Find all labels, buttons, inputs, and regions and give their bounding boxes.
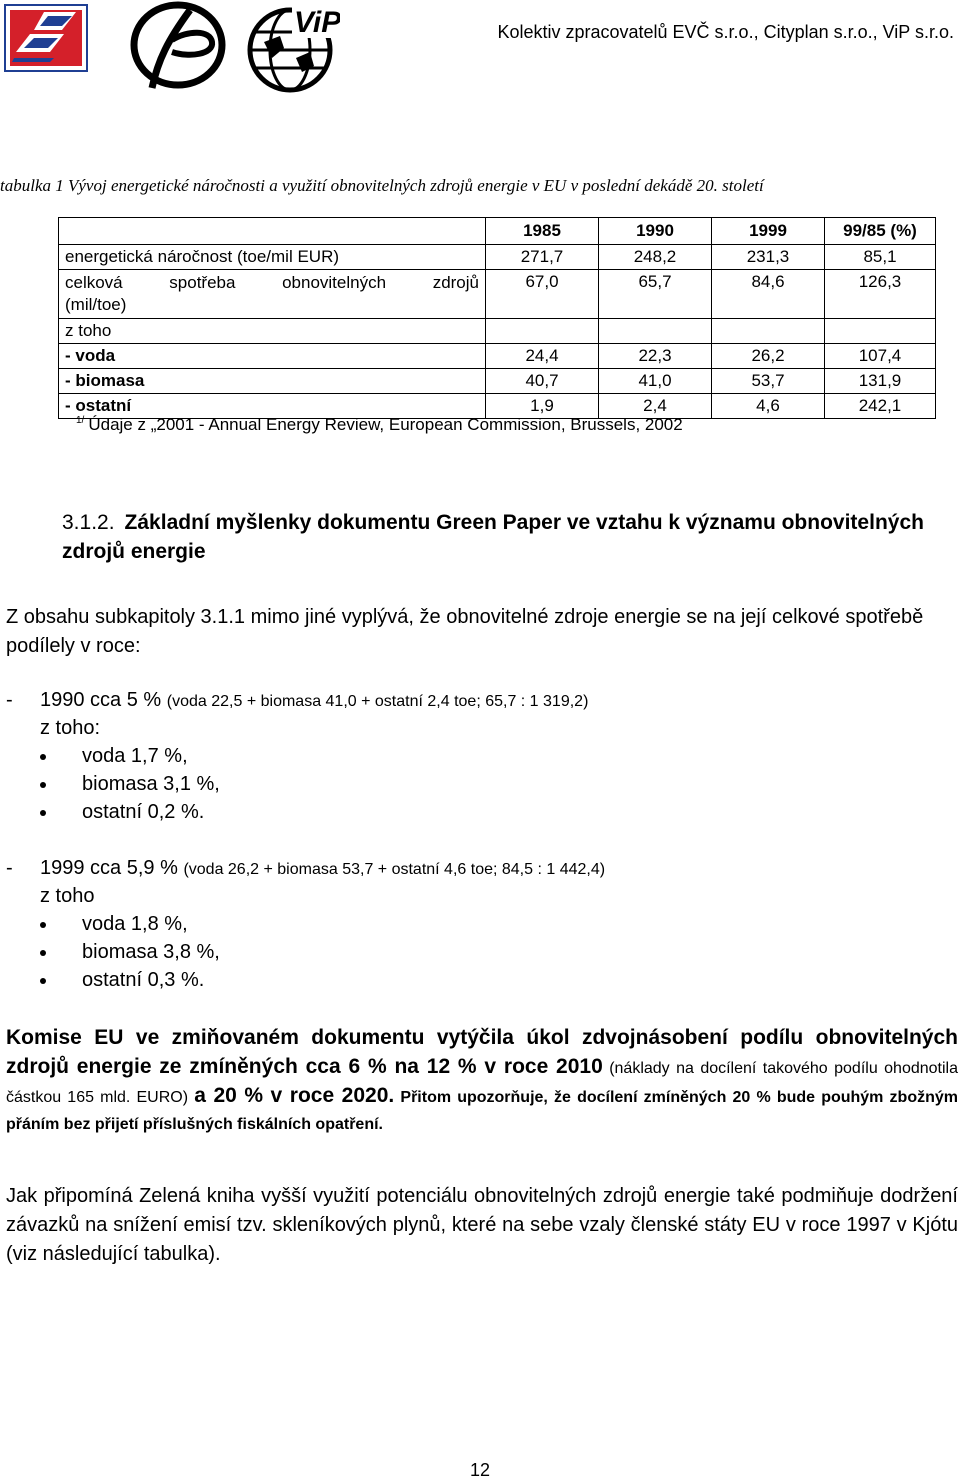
list-subhead: z toho bbox=[40, 885, 95, 907]
list-bullet: biomasa 3,1 %, bbox=[40, 773, 220, 796]
table-row bbox=[59, 270, 936, 319]
vip-logo-text: ViP bbox=[294, 6, 340, 39]
table-caption: tabulka 1 Vývoj energetické náročnosti a využití obnovitelných zdrojů energie v EU v poslední dekádě 20. století bbox=[0, 176, 764, 195]
list-item-1990 bbox=[6, 689, 588, 712]
table-header-row bbox=[59, 218, 936, 245]
table-cell: 1,9 bbox=[486, 394, 599, 419]
table-column-header: 1999 bbox=[712, 218, 825, 245]
table-cell: 131,9 bbox=[825, 369, 936, 394]
table-cell bbox=[825, 319, 936, 344]
bullet-icon bbox=[40, 810, 46, 816]
footnote-mark: 1/ bbox=[76, 415, 85, 426]
table-cell: 85,1 bbox=[825, 245, 936, 270]
list-item-1999 bbox=[6, 857, 605, 880]
list-subhead: z toho: bbox=[40, 717, 101, 739]
bullet-icon bbox=[40, 978, 46, 984]
cityplan-logo bbox=[128, 0, 228, 95]
table-column-header: 1990 bbox=[599, 218, 712, 245]
table-cell: 22,3 bbox=[599, 344, 712, 369]
table-cell: 84,6 bbox=[712, 270, 825, 319]
closing-paragraph: Jak připomíná Zelená kniha vyšší využití potenciálu obnovitelných zdrojů energie také podmiňuje dodržení závazků na snížení emisí tzv. skleníkových plynů, které na sebe vzaly členské státy EU v roce 1997 v Kjótu (viz následující tabulka). bbox=[6, 1185, 958, 1265]
commission-paragraph bbox=[6, 1024, 958, 1138]
company-header: Kolektiv zpracovatelů EVČ s.r.o., Cityplan s.r.o., ViP s.r.o. bbox=[497, 22, 954, 42]
vip-logo bbox=[244, 2, 340, 99]
list-bullet: biomasa 3,8 %, bbox=[40, 941, 220, 964]
table-cell bbox=[712, 319, 825, 344]
table-cell: 242,1 bbox=[825, 394, 936, 419]
footnote-text: Údaje z „2001 - Annual Energy Review, European Commission, Brussels, 2002 bbox=[88, 415, 683, 434]
bullet-icon bbox=[40, 782, 46, 788]
list-bullet: voda 1,7 %, bbox=[40, 745, 188, 768]
table-cell: 41,0 bbox=[599, 369, 712, 394]
table-row bbox=[59, 369, 936, 394]
table-row bbox=[59, 245, 936, 270]
table-header-empty bbox=[59, 218, 486, 245]
intro-paragraph: Z obsahu subkapitoly 3.1.1 mimo jiné vyplývá, že obnovitelné zdroje energie se na její celkové spotřebě podílely v roce: bbox=[6, 606, 924, 657]
table-cell: 231,3 bbox=[712, 245, 825, 270]
list-dash: - bbox=[6, 689, 13, 711]
row-label bbox=[59, 270, 486, 319]
list-bullet: ostatní 0,3 %. bbox=[40, 969, 204, 992]
table-row bbox=[59, 344, 936, 369]
table-cell: 67,0 bbox=[486, 270, 599, 319]
page-number: 12 bbox=[469, 1460, 491, 1480]
bullet-icon bbox=[40, 950, 46, 956]
list-dash: - bbox=[6, 857, 13, 879]
table-row bbox=[59, 319, 936, 344]
list-detail: (voda 22,5 + biomasa 41,0 + ostatní 2,4 toe; 65,7 : 1 319,2) bbox=[166, 693, 589, 710]
table-cell: 2,4 bbox=[599, 394, 712, 419]
table-cell: 53,7 bbox=[712, 369, 825, 394]
table-cell: 271,7 bbox=[486, 245, 599, 270]
table-cell bbox=[599, 319, 712, 344]
table-column-header: 1985 bbox=[486, 218, 599, 245]
table-cell: 24,4 bbox=[486, 344, 599, 369]
table-cell: 40,7 bbox=[486, 369, 599, 394]
table-cell: 65,7 bbox=[599, 270, 712, 319]
commission-part2: (náklady na docílení takového podílu ohodnotila částkou 165 mld. EURO) bbox=[6, 1060, 958, 1106]
row-label: - biomasa bbox=[59, 369, 486, 394]
table-cell: 26,2 bbox=[712, 344, 825, 369]
table-cell: 126,3 bbox=[825, 270, 936, 319]
bullet-icon bbox=[40, 922, 46, 928]
section-heading bbox=[62, 508, 958, 566]
commission-part3: a 20 % v roce 2020. bbox=[194, 1084, 395, 1107]
commission-part1: Komise EU ve zmiňovaném dokumentu vytýčila úkol zdvojnásobení podílu obnovitelných zdrojů energie ze zmíněných cca 6 % na 12 % v roce 2010 bbox=[6, 1026, 958, 1078]
section-title: Základní myšlenky dokumentu Green Paper ve vztahu k významu obnovitelných zdrojů energie bbox=[62, 511, 924, 563]
table-cell bbox=[486, 319, 599, 344]
row-label: energetická náročnost (toe/mil EUR) bbox=[59, 245, 486, 270]
table-cell: 248,2 bbox=[599, 245, 712, 270]
list-main: 1999 cca 5,9 % bbox=[40, 857, 178, 879]
row-label: z toho bbox=[59, 319, 486, 344]
list-bullet: ostatní 0,2 %. bbox=[40, 801, 204, 824]
table-cell: 4,6 bbox=[712, 394, 825, 419]
bullet-icon bbox=[40, 754, 46, 760]
section-number: 3.1.2. bbox=[62, 511, 115, 534]
table-column-header: 99/85 (%) bbox=[825, 218, 936, 245]
list-main: 1990 cca 5 % bbox=[40, 689, 162, 711]
evc-logo bbox=[4, 4, 88, 77]
energy-table bbox=[58, 217, 936, 419]
table-footnote bbox=[76, 415, 683, 435]
list-detail: (voda 26,2 + biomasa 53,7 + ostatní 4,6 toe; 84,5 : 1 442,4) bbox=[183, 861, 606, 878]
list-bullet: voda 1,8 %, bbox=[40, 913, 188, 936]
row-label: - voda bbox=[59, 344, 486, 369]
row-label: - ostatní bbox=[59, 394, 486, 419]
row-label-line: celková spotřeba obnovitelných zdrojů bbox=[65, 273, 479, 292]
commission-part4: Přitom upozorňuje, že docílení zmíněných 20 % bude pouhým zbožným přáním bez přijetí příslušných fiskálních opatření. bbox=[6, 1089, 959, 1133]
row-label-line: (mil/toe) bbox=[65, 295, 127, 314]
table-cell: 107,4 bbox=[825, 344, 936, 369]
